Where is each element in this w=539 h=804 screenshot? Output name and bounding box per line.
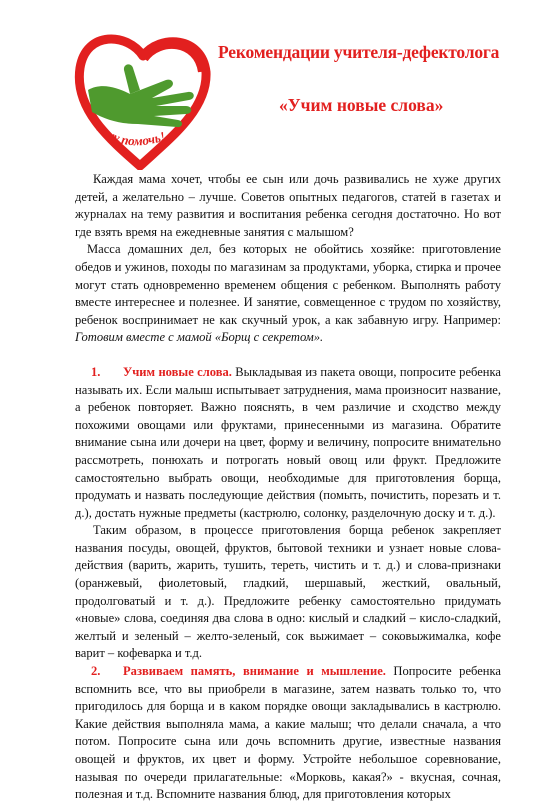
page-subtitle: «Учим новые слова» (279, 95, 444, 115)
section-1-number: 1. (91, 364, 101, 379)
section-2 (75, 663, 501, 804)
section-2-number: 2. (91, 664, 101, 679)
document-body (75, 171, 501, 804)
section-1 (75, 364, 501, 522)
page-title: Рекомендации учителя-дефектолога (218, 42, 500, 62)
section-2-text: Попросите ребенка вспомнить все, что вы приобрели в магазине, затем назвать только то, что пригодилось для борща и в каком порядке овощи закладывались в кастрюлю. Какие действия выполняла мама, а какие малыш; что делали сначала, а что потом. Попросите сына или дочь вспомнить другие, известные названия овощей и фруктов, их цвет и форму. Устройте небольшое соревнование, называя по очереди прилагательные: «Морковь, какая?» - вкусная, сочная, полезная и т.д. Вспомните названия блюд, для приготовления которых (75, 664, 501, 802)
section-1-heading: Учим новые слова. (123, 364, 232, 379)
heart-hand-logo-icon (68, 28, 218, 170)
housework-example: Готовим вместе с мамой «Борщ с секретом». (75, 330, 324, 345)
logo-slogan: хочу помочь! (94, 120, 168, 149)
spacer (75, 347, 501, 364)
housework-text: Масса домашних дел, без которых не обойтись хозяйке: приготовление обедов и ужинов, походы по магазинам за продуктами, уборка, стирка и прочее могут стать одновременно временем общения с ребенком. Выполнять работу вместе интереснее и полезнее. И занятие, совмещенное с трудом по хозяйству, ребенок воспринимает не как скучный урок, а как забавную игру. Например: (75, 242, 501, 327)
logo (68, 28, 218, 170)
section-2-heading: Развиваем память, внимание и мышление. (123, 664, 386, 679)
paragraph-intro: Каждая мама хочет, чтобы ее сын или дочь развивались не хуже других детей, а желательно – лучше. Советов опытных педагогов, статей в газетах и журналах на тему развития и воспитания ребенка сегодня достаточно. Но вот где взять время на ежедневные занятия с малышом? (75, 172, 501, 239)
section-1-text: Выкладывая из пакета овощи, попросите ребенка называть их. Если малыш испытывает затруднения, мама произносит название, а ребенок повторяет. Важно пояснять, в чем различие и сходство между похожими овощами или фруктами, принесенными из магазина. Обратите внимание сына или дочери на цвет, форму и величину, попросите внимательно рассмотреть, понюхать и потрогать новый овощ или фрукт. Предложите самостоятельно выбрать овощи, необходимые для приготовления борща, продумать и назвать последующие действия (помыть, почистить, порезать и т. д.), достать нужные предметы (кастрюлю, солонку, разделочную доску и т. д.). (75, 364, 501, 520)
paragraph-housework (75, 241, 501, 347)
paragraph-summary: Таким образом, в процессе приготовления борща ребенок закрепляет названия посуды, овощей, фруктов, бытовой техники и узнает новые слова-действия (варить, жарить, тушить, тереть, чистить и т. д.) и слова-признаки (оранжевый, фиолетовый, гладкий, шершавый, жесткий, овальный, продолговатый и т. д.). Предложите ребенку самостоятельно придумать «новые» слова, соединяя два слова в одно: кислый и сладкий – кисло-сладкий, желтый и зеленый – желто-зеленый, сок выжимает – соковыжималка, кофе варит – кофеварка и т.д. (75, 523, 501, 661)
hand-shape (88, 80, 194, 127)
